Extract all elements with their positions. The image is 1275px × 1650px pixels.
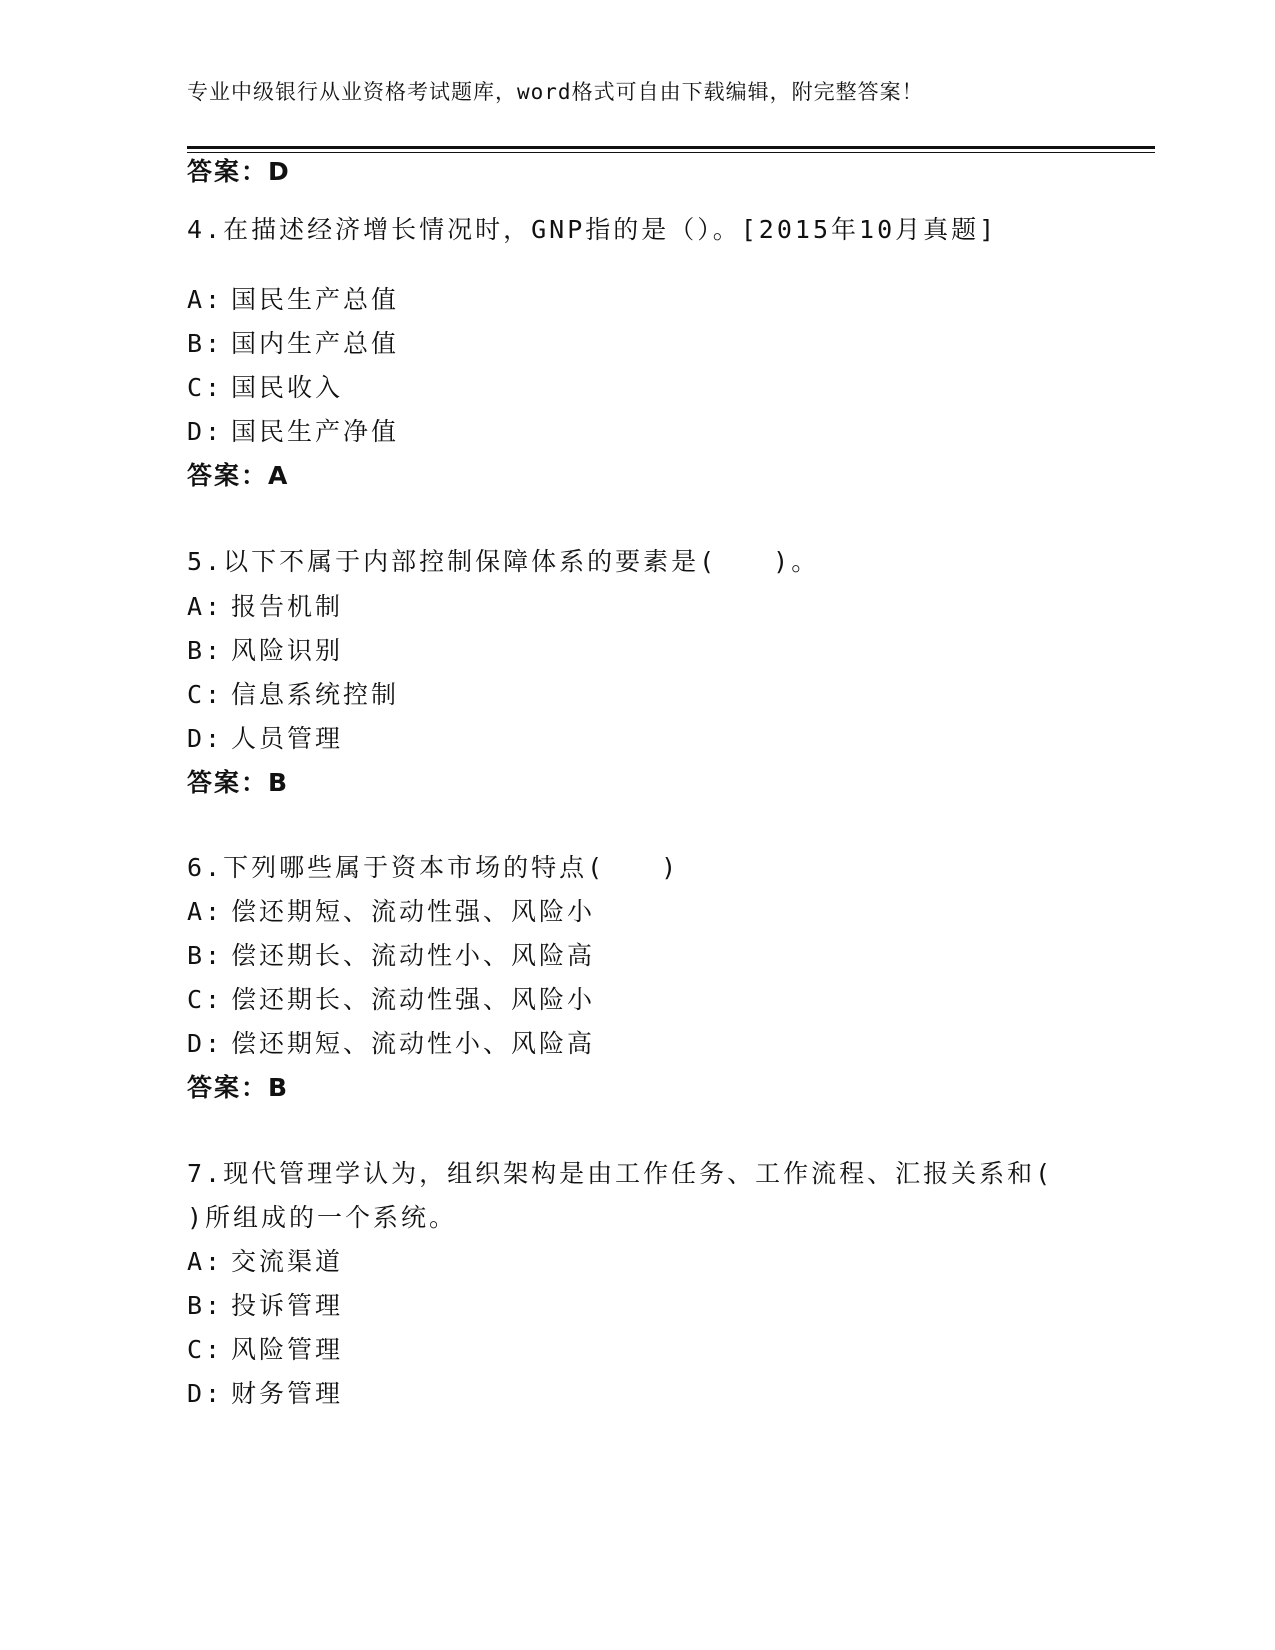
question-7-option-c (187, 1334, 343, 1366)
question-6-option-b (187, 940, 595, 972)
option-letter: B: (187, 941, 224, 970)
option-text: 交流渠道 (231, 1247, 344, 1276)
option-letter: A: (187, 897, 224, 926)
question-4-option-b (187, 328, 399, 360)
option-text: 国民生产总值 (231, 285, 400, 314)
question-5-option-d (187, 723, 343, 755)
option-text: 风险识别 (231, 636, 344, 665)
option-letter: D: (187, 1379, 224, 1408)
option-letter: B: (187, 329, 224, 358)
question-7-stem-line-2: )所组成的一个系统。 (187, 1203, 458, 1232)
question-6-option-d (187, 1028, 595, 1060)
question-7-option-a (187, 1246, 343, 1278)
option-letter: D: (187, 724, 224, 753)
question-7-option-d (187, 1378, 343, 1410)
answer-q5: 答案：B (187, 768, 290, 797)
option-text: 偿还期短、流动性强、风险小 (231, 897, 596, 926)
answer-q6: 答案：B (187, 1073, 290, 1102)
option-text: 偿还期长、流动性小、风险高 (231, 941, 596, 970)
option-text: 人员管理 (231, 724, 344, 753)
option-text: 报告机制 (231, 592, 344, 621)
option-text: 国民收入 (231, 373, 344, 402)
option-text: 国民生产净值 (231, 417, 400, 446)
option-letter: C: (187, 680, 224, 709)
option-letter: B: (187, 636, 224, 665)
question-7-option-b (187, 1290, 343, 1322)
question-4-option-c (187, 372, 343, 404)
question-5-option-a (187, 591, 343, 623)
option-text: 信息系统控制 (231, 680, 400, 709)
option-text: 偿还期长、流动性强、风险小 (231, 985, 596, 1014)
option-letter: A: (187, 592, 224, 621)
question-5-option-b (187, 635, 343, 667)
answer-q4: 答案：A (187, 461, 290, 490)
option-letter: A: (187, 1247, 224, 1276)
option-letter: C: (187, 985, 224, 1014)
option-letter: A: (187, 285, 224, 314)
question-5-option-c (187, 679, 399, 711)
option-text: 偿还期短、流动性小、风险高 (231, 1029, 596, 1058)
header-divider-thick (187, 146, 1155, 149)
option-text: 投诉管理 (231, 1291, 344, 1320)
question-4-option-d (187, 416, 399, 448)
option-text: 风险管理 (231, 1335, 344, 1364)
question-6-stem: 6.下列哪些属于资本市场的特点( ) (187, 853, 680, 882)
option-letter: D: (187, 1029, 224, 1058)
page-header: 专业中级银行从业资格考试题库，word格式可自由下载编辑，附完整答案！ (187, 80, 924, 104)
question-6-option-a (187, 896, 595, 928)
question-4-stem: 4.在描述经济增长情况时，GNP指的是（）。[2015年10月真题] (187, 215, 998, 244)
question-4-option-a (187, 284, 399, 316)
option-letter: C: (187, 373, 224, 402)
answer-q3: 答案：D (187, 157, 291, 186)
option-letter: C: (187, 1335, 224, 1364)
question-5-stem: 5.以下不属于内部控制保障体系的要素是( )。 (187, 547, 820, 576)
header-divider-thin (187, 152, 1155, 153)
option-text: 国内生产总值 (231, 329, 400, 358)
option-letter: D: (187, 417, 224, 446)
question-6-option-c (187, 984, 595, 1016)
question-7-stem-line-1: 7.现代管理学认为，组织架构是由工作任务、工作流程、汇报关系和( (187, 1159, 1054, 1188)
option-text: 财务管理 (231, 1379, 344, 1408)
option-letter: B: (187, 1291, 224, 1320)
